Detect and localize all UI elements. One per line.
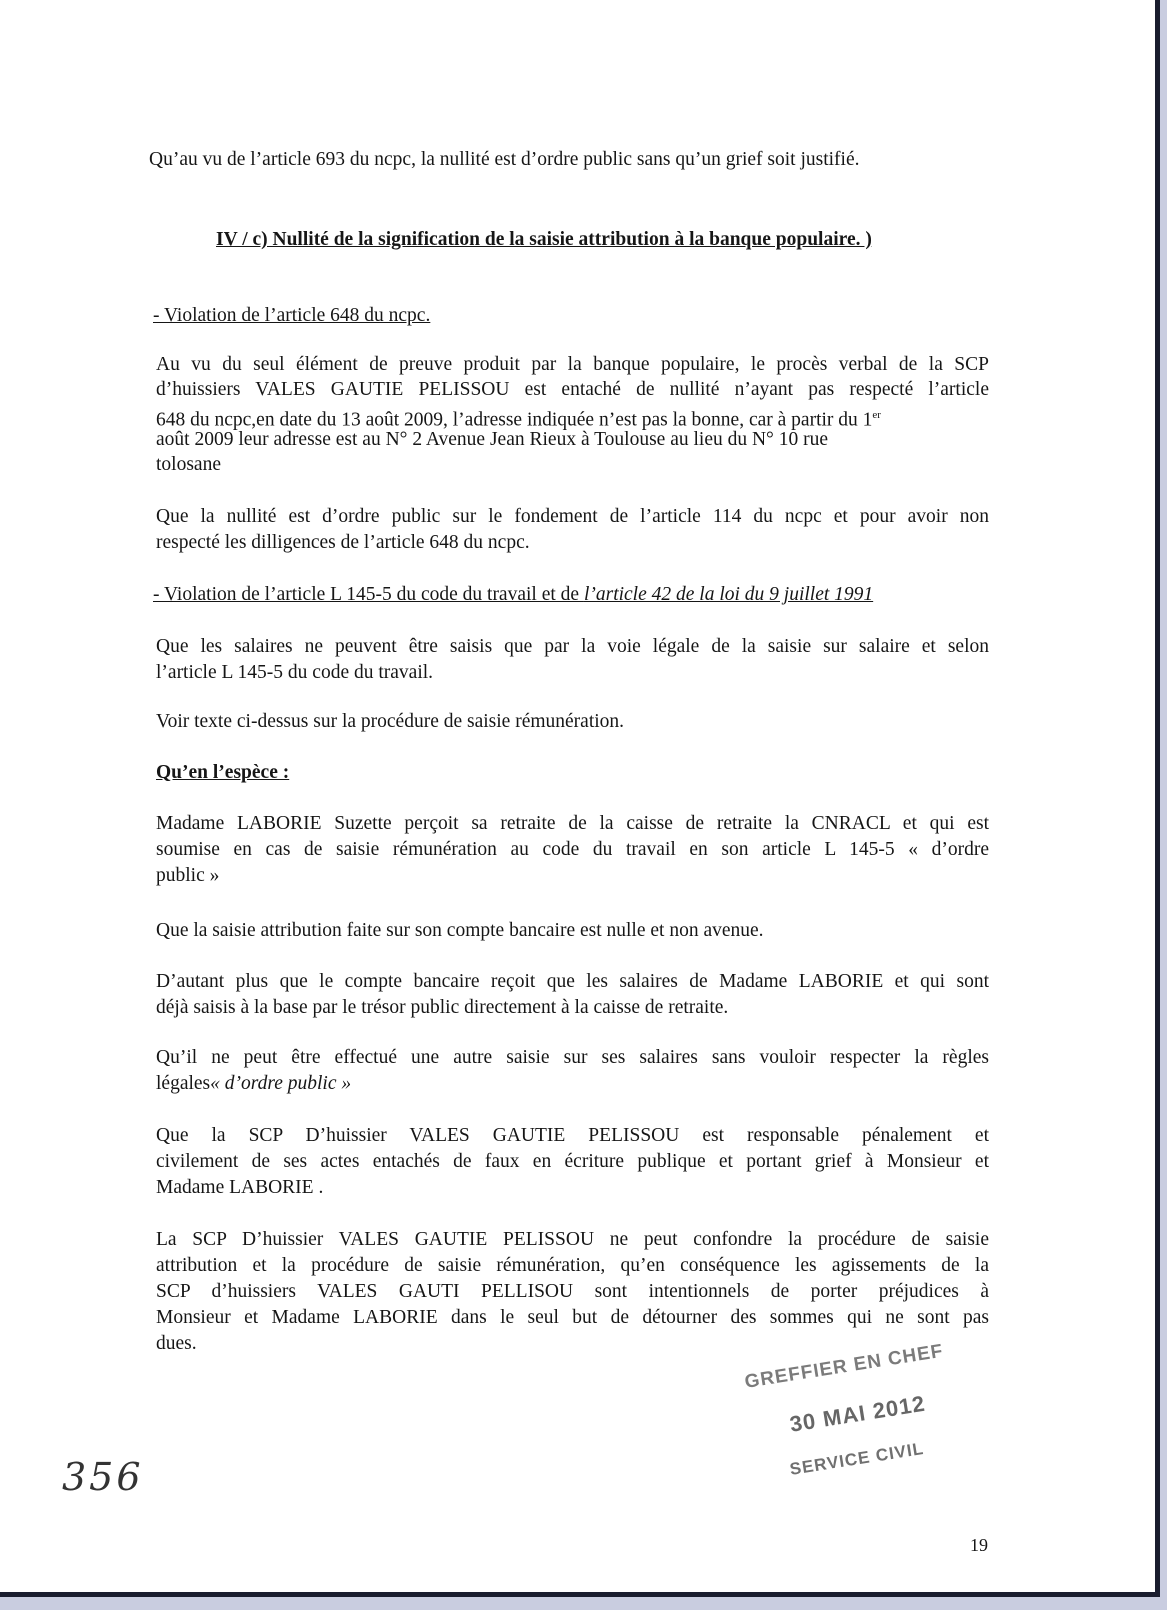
text-line: Que les salaires ne peuvent être saisis que par la voie légale de la saisie sur salaire et selon	[156, 636, 989, 657]
text-line: Qu’il ne peut être effectué une autre saisie sur ses salaires sans vouloir respecter la règles	[156, 1047, 989, 1068]
page-number: 19	[970, 1535, 988, 1555]
text-line: Madame LABORIE Suzette perçoit sa retraite de la caisse de retraite la CNRACL et qui est	[156, 813, 989, 834]
text-line: déjà saisis à la base par le trésor public directement à la caisse de retraite.	[156, 997, 729, 1018]
text-line: l’article L 145-5 du code du travail.	[156, 662, 434, 683]
text-line: Que la saisie attribution faite sur son compte bancaire est nulle et non avenue.	[156, 920, 764, 941]
text-line: SCP d’huissiers VALES GAUTI PELLISOU sont intentionnels de porter préjudices à	[156, 1281, 989, 1302]
text-line: d’huissiers VALES GAUTIE PELISSOU est entaché de nullité n’ayant pas respecté l’article	[156, 379, 989, 400]
text-line: Monsieur et Madame LABORIE dans le seul but de détourner des sommes qui ne sont pas	[156, 1307, 989, 1328]
text-line: respecté les dilligences de l’article 648 du ncpc.	[156, 532, 530, 553]
text-line: soumise en cas de saisie rémunération au code du travail en son article L 145-5 « d’ordre	[156, 839, 989, 860]
text-line: Madame LABORIE .	[156, 1177, 324, 1198]
text-line: civilement de ses actes entachés de faux en écriture publique et portant grief à Monsieur et	[156, 1151, 989, 1172]
text-line: Voir texte ci-dessus sur la procédure de saisie rémunération.	[156, 711, 625, 732]
text-span: « d’ordre public »	[210, 1073, 352, 1094]
text-line: Qu’au vu de l’article 693 du ncpc, la nullité est d’ordre public sans qu’un grief soit justifié.	[149, 149, 860, 170]
text-line: Au vu du seul élément de preuve produit par la banque populaire, le procès verbal de la SCP	[156, 354, 989, 375]
stamp-date: 30 MAI 2012	[787, 1390, 928, 1437]
text-line: La SCP D’huissier VALES GAUTIE PELISSOU ne peut confondre la procédure de saisie	[156, 1229, 989, 1250]
text-span: l’article 42 de la loi du 9 juillet 1991	[583, 584, 874, 605]
text-line: Que la nullité est d’ordre public sur le fondement de l’article 114 du ncpc et pour avoir non	[156, 506, 989, 527]
text-line: août 2009 leur adresse est au N° 2 Avenue Jean Rieux à Toulouse au lieu du N° 10 rue	[156, 429, 829, 450]
subheading-espece: Qu’en l’espèce :	[156, 762, 290, 783]
subheading-violation-l145	[153, 582, 873, 608]
text-line	[156, 1071, 351, 1097]
text-line: Que la SCP D’huissier VALES GAUTIE PELISSOU est responsable pénalement et	[156, 1125, 989, 1146]
text-line: D’autant plus que le compte bancaire reçoit que les salaires de Madame LABORIE et qui sont	[156, 971, 989, 992]
text-span: - Violation de l’article L 145-5 du code du travail et de	[153, 584, 584, 605]
text-span: 648 du ncpc,en date du 13 août 2009, l’adresse indiquée n’est pas la bonne, car à partir du 1	[156, 409, 873, 431]
handwritten-number: 356	[62, 1455, 144, 1499]
stamp-greffier: GREFFIER EN CHEF	[743, 1340, 945, 1393]
stamp-service: SERVICE CIVIL	[788, 1438, 926, 1479]
text-line: dues.	[156, 1333, 197, 1354]
text-line: tolosane	[156, 454, 221, 475]
text-line: attribution et la procédure de saisie rémunération, qu’en conséquence les agissements de la	[156, 1255, 989, 1276]
section-heading: IV / c) Nullité de la signification de la saisie attribution à la banque populaire. )	[216, 229, 872, 250]
superscript: er	[872, 409, 881, 421]
subheading-violation-648: - Violation de l’article 648 du ncpc.	[153, 305, 431, 326]
text-line: public »	[156, 865, 220, 886]
text-span: légales	[156, 1073, 211, 1094]
